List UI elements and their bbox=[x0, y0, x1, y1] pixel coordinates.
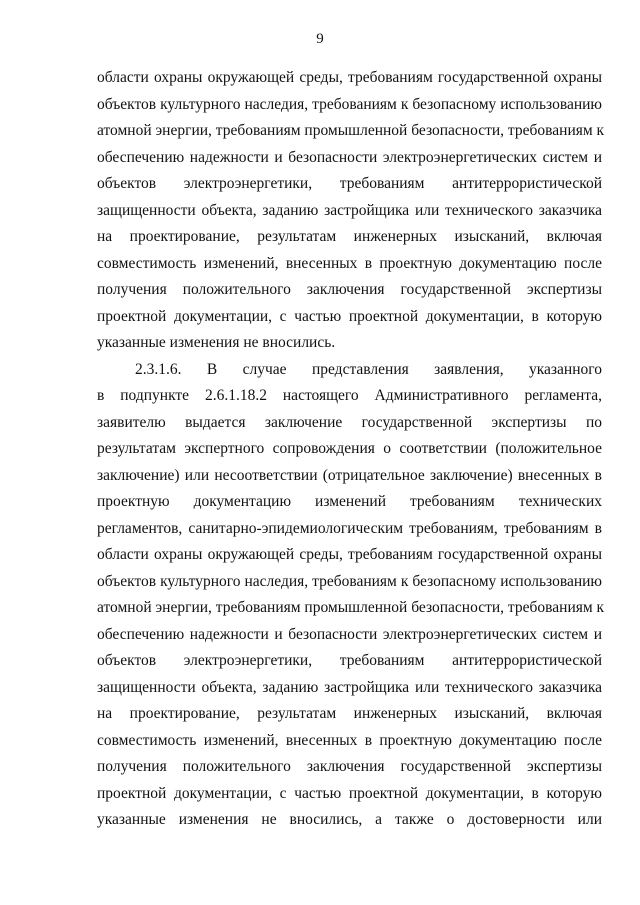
text-line: 2.3.1.6. В случае представления заявления, указанного bbox=[135, 360, 602, 378]
text-line: указанные изменения не вносились, а также о достоверности или bbox=[97, 811, 602, 828]
text-line: обеспечению надежности и безопасности электроэнергетических систем и bbox=[97, 625, 602, 643]
text-line: получения положительного заключения государственной экспертизы bbox=[97, 281, 602, 298]
text-line: заключение) или несоответствии (отрицательное заключение) внесенных в bbox=[97, 466, 602, 484]
text-line: области охраны окружающей среды, требованиям государственной охраны bbox=[97, 546, 602, 563]
text-line: области охраны окружающей среды, требованиям государственной охраны bbox=[97, 69, 602, 86]
text-line: указанные изменения не вносились. bbox=[97, 334, 336, 351]
paragraph-2 bbox=[97, 357, 605, 834]
text-line: результатам экспертного сопровождения о соответствии (положительное bbox=[97, 440, 602, 457]
text-line: совместимость изменений, внесенных в проектную документацию после bbox=[97, 254, 602, 272]
text-line: на проектирование, результатам инженерных изысканий, включая bbox=[97, 705, 602, 722]
text-line: проектной документации, с частью проектной документации, в которую bbox=[97, 784, 602, 802]
paragraph-1 bbox=[97, 65, 605, 357]
text-line: заявителю выдается заключение государственной экспертизы по bbox=[97, 413, 602, 431]
text-line: проектной документации, с частью проектной документации, в которую bbox=[97, 307, 602, 325]
document-body bbox=[97, 65, 605, 834]
text-line: защищенности объекта, заданию застройщика или технического заказчика bbox=[97, 201, 602, 219]
text-line: совместимость изменений, внесенных в проектную документацию после bbox=[97, 731, 602, 749]
text-line: регламентов, санитарно-эпидемиологическим требованиям, требованиям в bbox=[97, 519, 602, 537]
text-line: объектов культурного наследия, требованиям к безопасному использованию bbox=[97, 95, 602, 113]
text-line: получения положительного заключения государственной экспертизы bbox=[97, 758, 602, 775]
text-line: атомной энергии, требованиям промышленной безопасности, требованиям к bbox=[97, 122, 605, 139]
text-line: объектов электроэнергетики, требованиям антитеррористической bbox=[97, 652, 602, 669]
text-line: обеспечению надежности и безопасности электроэнергетических систем и bbox=[97, 148, 602, 166]
text-line: объектов электроэнергетики, требованиям антитеррористической bbox=[97, 175, 602, 192]
text-line: атомной энергии, требованиям промышленной безопасности, требованиям к bbox=[97, 599, 605, 616]
page-number: 9 bbox=[316, 31, 324, 47]
text-line: в подпункте 2.6.1.18.2 настоящего Административного регламента, bbox=[97, 387, 602, 404]
text-line: на проектирование, результатам инженерных изысканий, включая bbox=[97, 228, 602, 245]
text-line: проектную документацию изменений требованиям технических bbox=[97, 493, 602, 510]
text-line: защищенности объекта, заданию застройщика или технического заказчика bbox=[97, 678, 602, 696]
text-line: объектов культурного наследия, требованиям к безопасному использованию bbox=[97, 572, 602, 590]
